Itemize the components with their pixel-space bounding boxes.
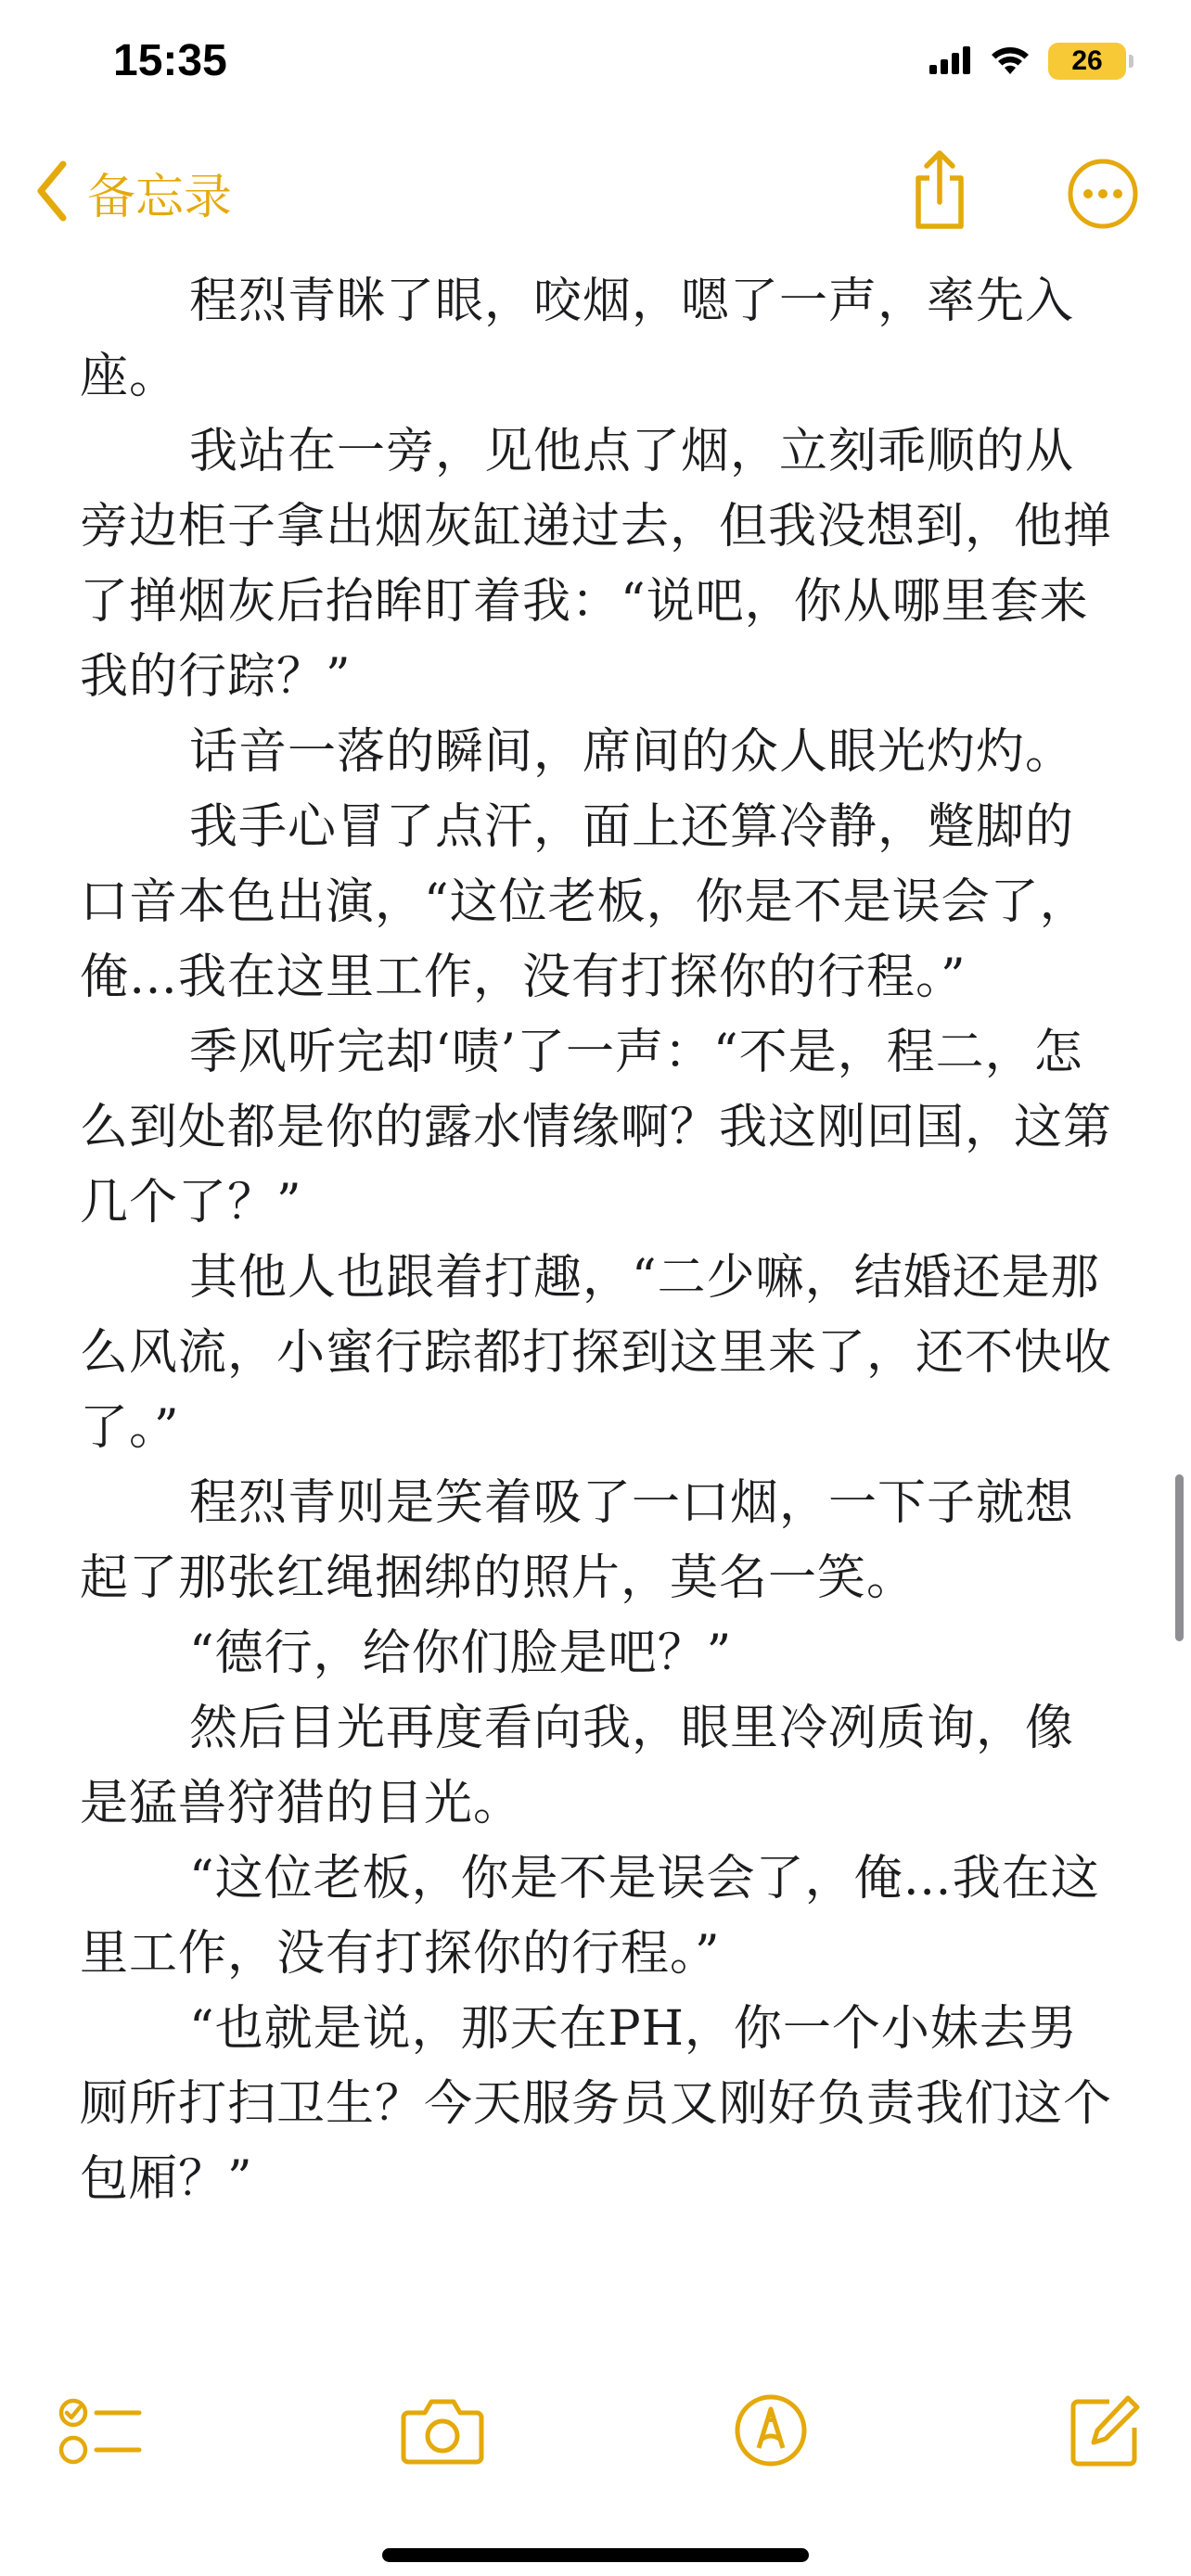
- compose-button[interactable]: [1069, 2392, 1143, 2472]
- note-paragraph: 我手心冒了点汗，面上还算冷静，蹩脚的口音本色出演，“这位老板，你是不是误会了，俺…我在这里工作，没有打探你的行程。”: [80, 799, 1089, 1005]
- note-paragraph: 其他人也跟着打趣，“二少嘛，结婚还是那么风流，小蜜行踪都打探到这里来了，还不快收了。”: [80, 1250, 1113, 1456]
- status-time: 15:35: [113, 36, 227, 85]
- cellular-signal-icon: [929, 45, 972, 78]
- status-bar: [0, 0, 1191, 139]
- bottom-toolbar: [0, 2374, 1191, 2494]
- note-paragraph: 然后目光再度看向我，眼里冷冽质询，像是猛兽狩猎的目光。: [80, 1701, 1075, 1831]
- more-button[interactable]: [1067, 158, 1139, 234]
- markup-button[interactable]: [733, 2392, 809, 2472]
- checklist-button[interactable]: [58, 2392, 143, 2476]
- checklist-icon: [58, 2458, 143, 2476]
- note-body[interactable]: [80, 264, 1119, 2217]
- compose-icon: [1069, 2455, 1143, 2472]
- home-indicator[interactable]: [382, 2548, 809, 2562]
- note-paragraph: 我站在一旁，见他点了烟，立刻乖顺的从旁边柜子拿出烟灰缸递过去，但我没想到，他掸了掸烟灰后抬眸盯着我：“说吧，你从哪里套来我的行踪？”: [80, 424, 1113, 705]
- back-button[interactable]: [33, 158, 232, 227]
- note-paragraph: 话音一落的瞬间，席间的众人眼光灼灼。: [189, 724, 1075, 780]
- back-button-label: 备忘录: [87, 170, 233, 225]
- note-paragraph: 程烈青眯了眼，咬烟，嗯了一声，率先入座。: [80, 274, 1075, 404]
- wifi-icon: [989, 44, 1031, 79]
- battery-level: 26: [1071, 45, 1103, 76]
- scroll-indicator[interactable]: [1175, 1474, 1184, 1641]
- note-paragraph: “德行，给你们脸是吧？”: [189, 1626, 733, 1681]
- chevron-left-icon: [33, 159, 70, 227]
- more-icon: [1067, 216, 1139, 234]
- share-icon: [907, 218, 972, 236]
- share-button[interactable]: [907, 148, 972, 236]
- note-paragraph: “这位老板，你是不是误会了，俺…我在这里工作，没有打探你的行程。”: [80, 1851, 1100, 1982]
- camera-button[interactable]: [401, 2392, 484, 2470]
- navigation-bar: [0, 139, 1191, 250]
- status-icons: [929, 43, 1126, 80]
- note-paragraph: 程烈青则是笑着吸了一口烟，一下子就想起了那张红绳捆绑的照片，莫名一笑。: [80, 1475, 1075, 1606]
- camera-icon: [401, 2453, 484, 2470]
- battery-indicator: [1048, 43, 1126, 80]
- markup-icon: [733, 2455, 809, 2472]
- note-paragraph: “也就是说，那天在PH，你一个小妹去男厕所打扫卫生？今天服务员又刚好负责我们这个包厢？”: [80, 2001, 1113, 2207]
- note-paragraph: 季风听完却‘啧’了一声：“不是，程二，怎么到处都是你的露水情缘啊？我这刚回国，这第几个了？”: [80, 1025, 1113, 1231]
